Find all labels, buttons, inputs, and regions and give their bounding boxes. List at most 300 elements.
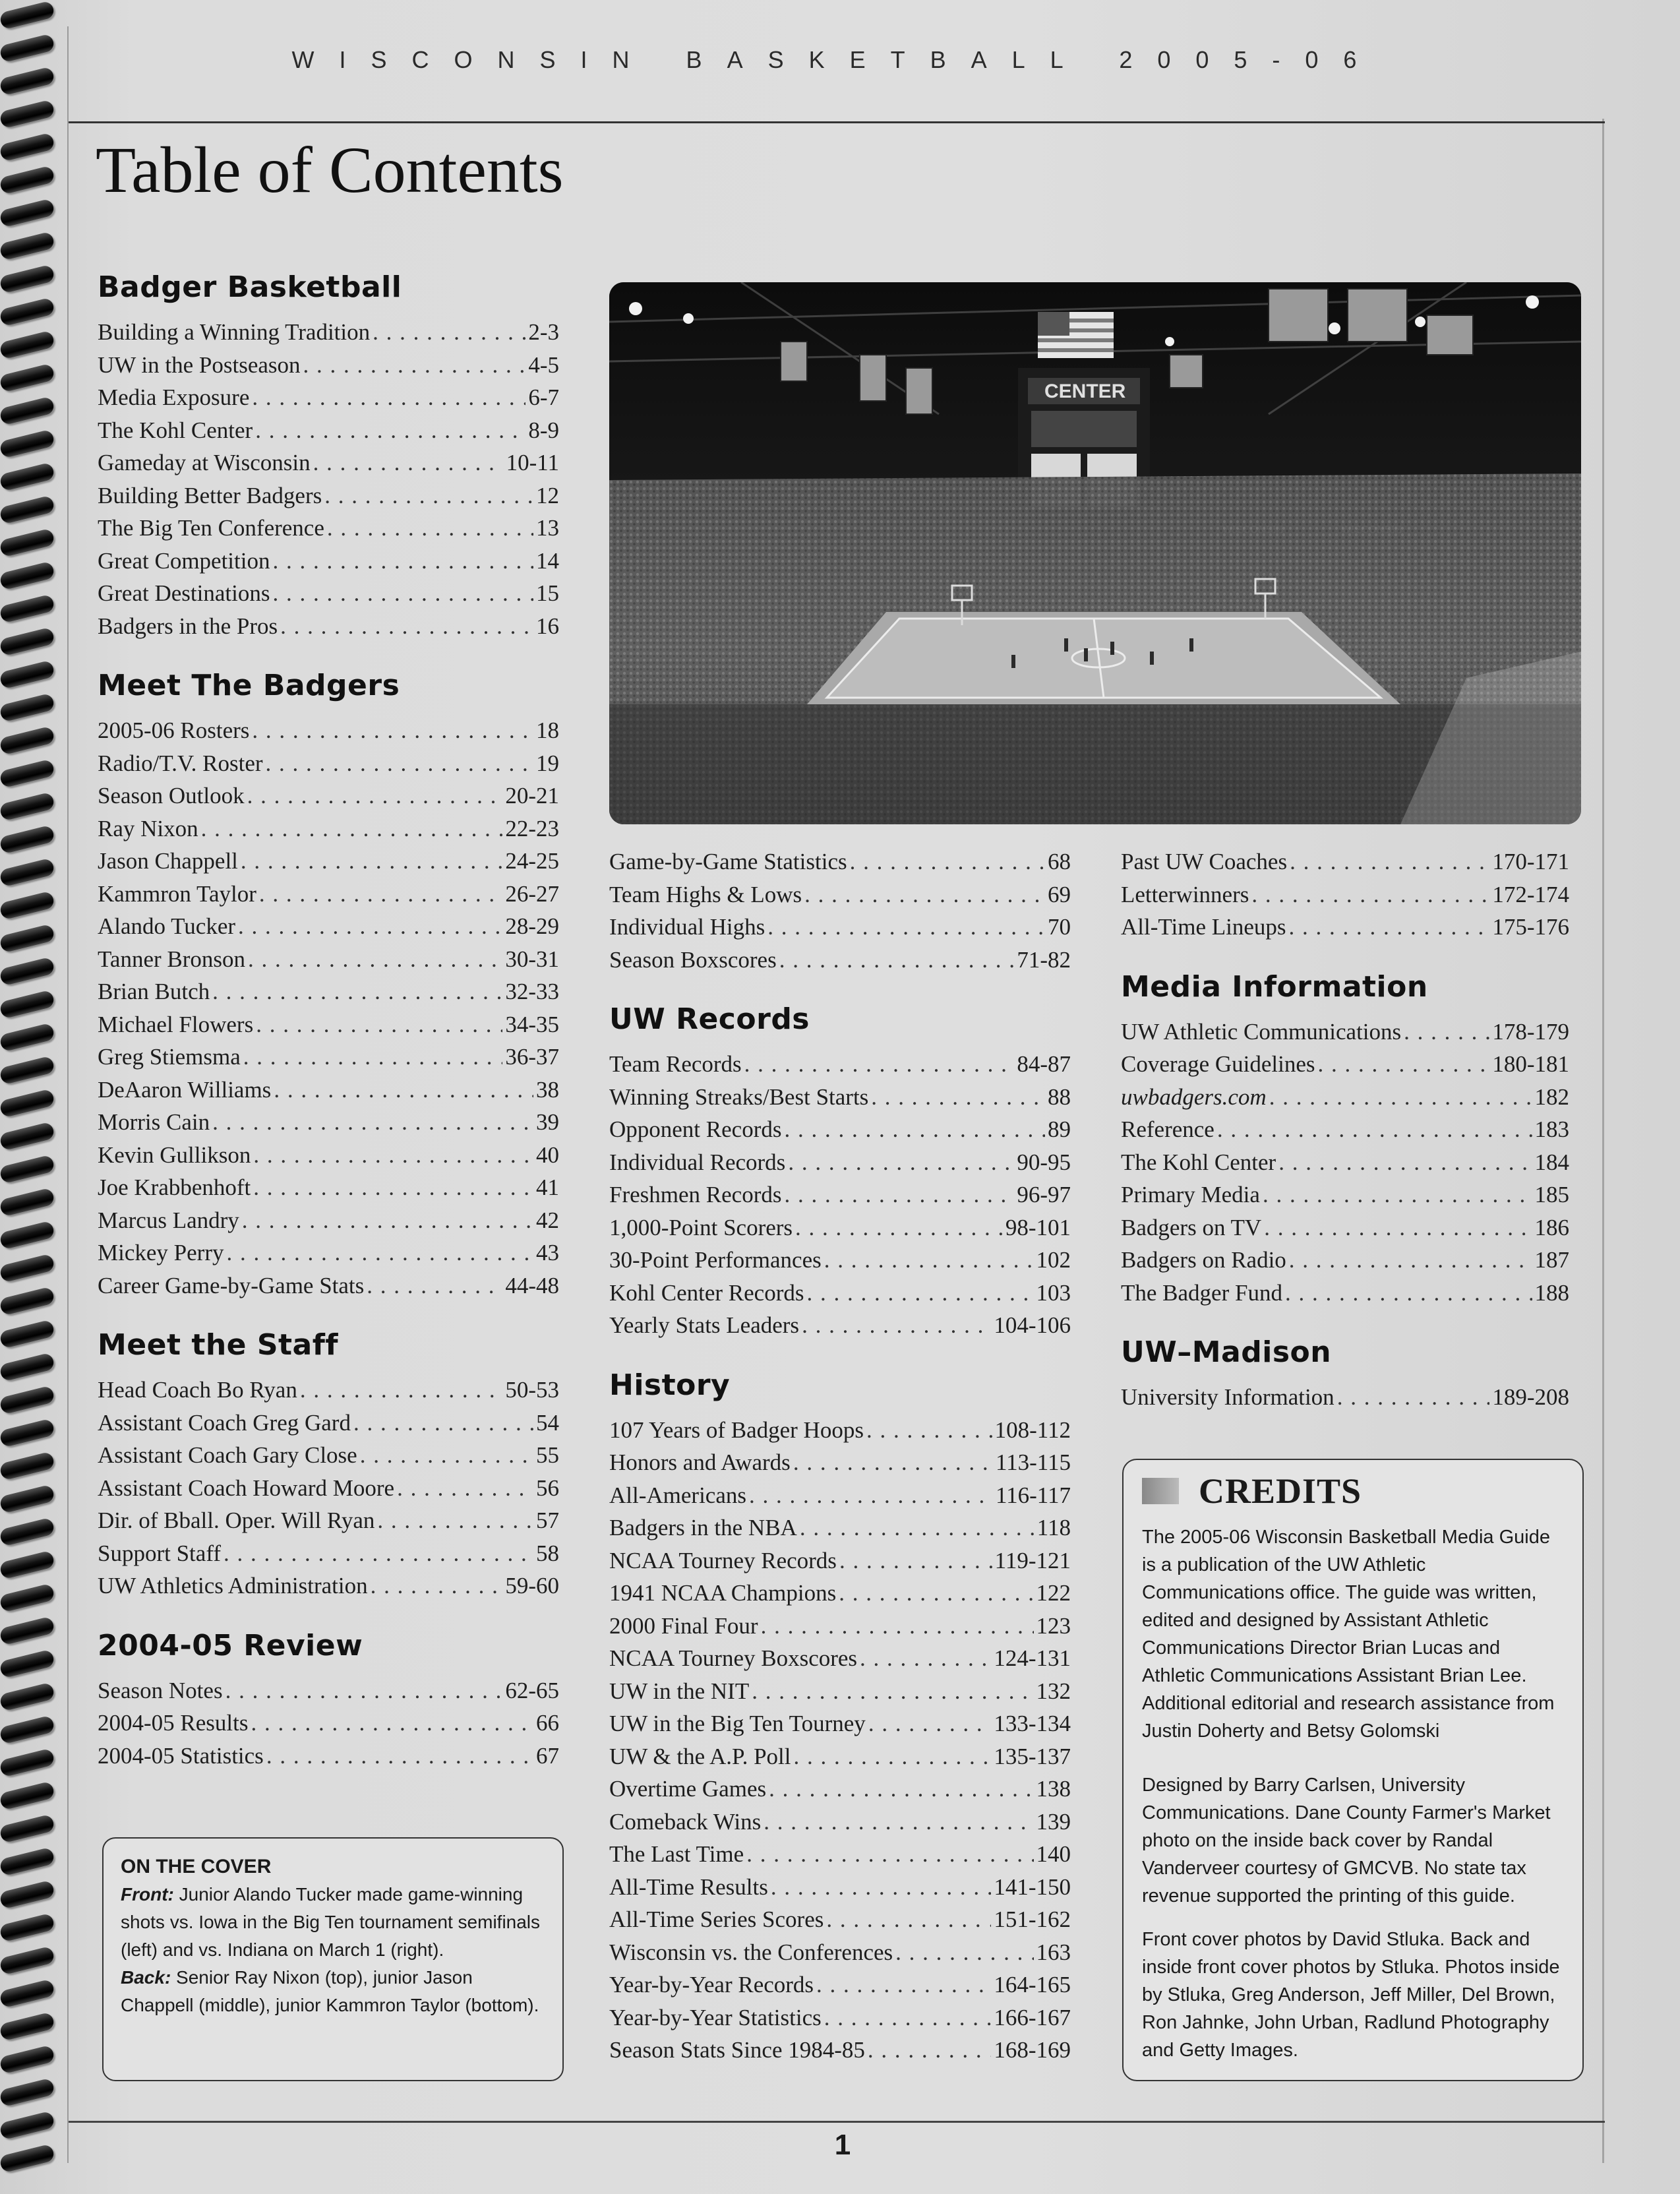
toc-item-title: Kevin Gullikson — [98, 1142, 251, 1168]
toc-item — [609, 1446, 1071, 1479]
toc-item-pages: 26-27 — [505, 880, 559, 907]
toc-item — [609, 1511, 1071, 1544]
toc-leader-dots — [816, 1968, 991, 2001]
cover-front-text: Junior Alando Tucker made game-winning shots vs. Iowa in the Big Ten tournament semifinals (left) and vs. Indiana on March 1 (right). — [121, 1884, 541, 1960]
toc-leader-dots — [749, 1479, 993, 1512]
spiral-coil — [0, 1187, 55, 1217]
toc-item-pages: 133-134 — [994, 1711, 1071, 1736]
cover-front — [121, 1881, 545, 1964]
cover-heading: ON THE COVER — [121, 1856, 272, 1877]
toc-leader-dots — [300, 1374, 503, 1407]
toc-item-pages: 186 — [1534, 1214, 1569, 1240]
toc-leader-dots — [860, 1642, 991, 1675]
toc-leader-dots — [324, 479, 533, 512]
toc-item-title: Season Outlook — [98, 783, 245, 808]
toc-item-pages: 139 — [1036, 1808, 1071, 1835]
cover-back-label: Back: — [121, 1967, 171, 1988]
toc-item-title: Greg Stiemsma — [98, 1044, 241, 1070]
toc-leader-dots — [895, 1936, 1033, 1969]
toc-item — [609, 1479, 1071, 1512]
toc-item-pages: 69 — [1048, 881, 1071, 907]
toc-list — [98, 316, 559, 642]
spiral-coil — [0, 1319, 55, 1349]
spiral-coil — [0, 1055, 55, 1085]
spiral-coil — [0, 956, 55, 986]
toc-item-title: Assistant Coach Gary Close — [98, 1442, 357, 1468]
toc-leader-dots — [1278, 1146, 1532, 1179]
toc-item — [1121, 878, 1569, 911]
toc-item-title: 2004-05 Statistics — [98, 1742, 264, 1769]
toc-item-pages: 14 — [536, 547, 559, 574]
toc-list — [98, 1674, 559, 1773]
toc-leader-dots — [247, 779, 503, 812]
toc-item-pages: 180-181 — [1492, 1051, 1569, 1077]
spiral-coil — [0, 1912, 55, 1942]
toc-item-title: All-Time Results — [609, 1874, 768, 1900]
toc-leader-dots — [327, 512, 533, 545]
toc-item-pages: 6-7 — [528, 384, 559, 410]
section-meet-the-badgers — [98, 669, 559, 1302]
running-header: WISCONSIN BASKETBALL 2005-06 — [291, 46, 1382, 73]
credits-header — [1142, 1471, 1564, 1511]
toc-item — [609, 1146, 1071, 1179]
toc-list — [609, 1048, 1071, 1342]
toc-item — [609, 1577, 1071, 1610]
toc-item — [98, 943, 559, 976]
toc-item-title: Overtime Games — [609, 1776, 767, 1802]
spiral-coil — [0, 66, 55, 96]
spiral-coil — [0, 495, 55, 524]
toc-leader-dots — [272, 577, 533, 610]
toc-item — [609, 1773, 1071, 1806]
toc-leader-dots — [802, 1309, 991, 1342]
toc-item-title: Gameday at Wisconsin — [98, 450, 311, 475]
toc-item — [98, 1236, 559, 1269]
toc-item-title: 2000 Final Four — [609, 1612, 758, 1639]
toc-item-pages: 172-174 — [1492, 881, 1569, 907]
spiral-coil — [0, 1154, 55, 1184]
toc-item-pages: 185 — [1534, 1182, 1569, 1207]
spiral-coil — [0, 330, 55, 359]
toc-leader-dots — [1289, 1244, 1532, 1277]
spiral-coil — [0, 99, 55, 129]
spiral-coil — [0, 429, 55, 458]
toc-item — [98, 545, 559, 578]
toc-item-pages: 102 — [1036, 1247, 1071, 1273]
toc-item — [1121, 1178, 1569, 1211]
toc-item — [1121, 1113, 1569, 1146]
toc-item-title: Jason Chappell — [98, 848, 238, 874]
spiral-coil — [0, 2044, 55, 2074]
cover-front-label: Front: — [121, 1884, 174, 1905]
section-title: Badger Basketball — [98, 270, 402, 304]
toc-leader-dots — [313, 446, 504, 479]
toc-item-title: Past UW Coaches — [1121, 849, 1288, 874]
cover-back — [121, 1964, 545, 2019]
toc-item — [98, 1707, 559, 1740]
toc-item-title: Kammron Taylor — [98, 880, 256, 907]
toc-item-pages: 43 — [536, 1240, 559, 1265]
spiral-coil — [0, 923, 55, 953]
toc-leader-dots — [804, 878, 1045, 911]
page-number: 1 — [834, 2129, 851, 2161]
spiral-coil — [0, 561, 55, 590]
toc-item-pages: 8-9 — [528, 417, 559, 443]
spiral-coil — [0, 198, 55, 228]
toc-item — [609, 1642, 1071, 1675]
spiral-coil — [0, 1781, 55, 1810]
page-title: Table of Contents — [96, 133, 564, 206]
toc-leader-dots — [201, 812, 503, 845]
spiral-coil — [0, 989, 55, 1019]
toc-item-pages: 59-60 — [505, 1573, 559, 1599]
section-title: UW Records — [609, 1002, 810, 1036]
toc-item — [1121, 1277, 1569, 1310]
toc-item — [98, 910, 559, 943]
toc-leader-dots — [266, 1740, 533, 1773]
toc-leader-dots — [225, 1674, 503, 1707]
spiral-coil — [0, 857, 55, 887]
section-review-continued — [609, 845, 1071, 976]
toc-item — [609, 1675, 1071, 1708]
spiral-coil — [0, 758, 55, 788]
spiral-coil — [0, 1550, 55, 1579]
toc-item-pages: 184 — [1534, 1149, 1569, 1175]
toc-leader-dots — [226, 1236, 533, 1269]
toc-leader-dots — [255, 414, 525, 447]
toc-leader-dots — [1285, 1277, 1532, 1310]
toc-item-title: Comeback Wins — [609, 1808, 762, 1835]
section-history-continued — [1121, 845, 1569, 944]
toc-leader-dots — [1318, 1048, 1490, 1081]
toc-leader-dots — [794, 1740, 992, 1773]
toc-item — [98, 1374, 559, 1407]
toc-list — [98, 1374, 559, 1602]
toc-item-pages: 32-33 — [505, 979, 559, 1004]
toc-item — [609, 878, 1071, 911]
spiral-coil — [0, 528, 55, 557]
toc-leader-dots — [253, 1139, 533, 1172]
toc-item-title: UW in the Postseason — [98, 351, 301, 378]
toc-leader-dots — [800, 1511, 1035, 1544]
toc-item — [98, 1041, 559, 1074]
toc-item-title: Individual Highs — [609, 914, 765, 940]
toc-item — [98, 610, 559, 643]
toc-item — [609, 2034, 1071, 2067]
spiral-coil — [0, 1846, 55, 1876]
toc-item-title: Game-by-Game Statistics — [609, 849, 847, 874]
toc-item-pages: 118 — [1036, 1515, 1071, 1540]
toc-item — [98, 1407, 559, 1440]
toc-item — [98, 1472, 559, 1505]
left-column — [98, 270, 559, 1798]
toc-leader-dots — [353, 1407, 533, 1440]
toc-list — [1121, 845, 1569, 944]
toc-item-pages: 62-65 — [505, 1677, 559, 1703]
toc-item-pages: 123 — [1036, 1612, 1071, 1639]
toc-item-title: University Information — [1121, 1384, 1335, 1410]
toc-leader-dots — [746, 1838, 1033, 1871]
toc-item — [98, 1674, 559, 1707]
toc-item-pages: 189-208 — [1492, 1384, 1569, 1410]
toc-item-title: Alando Tucker — [98, 913, 236, 939]
toc-item-pages: 132 — [1036, 1678, 1071, 1704]
toc-item — [98, 512, 559, 545]
toc-item — [609, 845, 1071, 878]
toc-item-title: 107 Years of Badger Hoops — [609, 1417, 864, 1443]
section-title: Meet the Staff — [98, 1328, 339, 1362]
toc-item-pages: 30-31 — [505, 946, 559, 972]
spiral-coil — [0, 1879, 55, 1909]
toc-item-pages: 122 — [1036, 1580, 1071, 1606]
toc-item-pages: 175-176 — [1492, 914, 1569, 940]
spiral-coil — [0, 1220, 55, 1250]
toc-item — [98, 1504, 559, 1537]
toc-leader-dots — [839, 1577, 1033, 1610]
toc-item — [98, 1074, 559, 1107]
spiral-coil — [0, 2077, 55, 2107]
toc-item-title: Great Competition — [98, 547, 270, 574]
toc-item-title: Badgers on TV — [1121, 1214, 1262, 1240]
toc-item — [609, 2001, 1071, 2034]
section-title: UW–Madison — [1121, 1335, 1332, 1369]
toc-item — [609, 1178, 1071, 1211]
toc-item-title: Letterwinners — [1121, 881, 1249, 907]
spiral-coil — [0, 1418, 55, 1447]
spiral-coil — [0, 2143, 55, 2173]
toc-item-pages: 16 — [536, 613, 559, 639]
toc-item-pages: 22-23 — [505, 815, 559, 841]
arena-photo-svg — [609, 282, 1581, 824]
toc-item — [609, 1707, 1071, 1740]
toc-leader-dots — [1337, 1381, 1490, 1414]
toc-leader-dots — [377, 1504, 533, 1537]
toc-leader-dots — [761, 1610, 1034, 1643]
toc-item — [609, 1740, 1071, 1773]
right-column — [1121, 845, 1569, 1440]
spiral-coil — [0, 1253, 55, 1283]
toc-item — [609, 1048, 1071, 1081]
toc-item — [98, 316, 559, 349]
toc-item-title: Team Records — [609, 1051, 742, 1077]
section-title: History — [609, 1368, 731, 1402]
toc-item — [1121, 1048, 1569, 1081]
toc-leader-dots — [303, 349, 526, 382]
toc-item-pages: 40 — [536, 1142, 559, 1168]
toc-leader-dots — [744, 1048, 1015, 1081]
spiral-coil — [0, 791, 55, 821]
toc-item — [98, 1537, 559, 1570]
spiral-coil — [0, 659, 55, 689]
toc-item — [98, 1569, 559, 1602]
credits-square-icon — [1142, 1478, 1179, 1504]
toc-item-pages: 57 — [536, 1508, 559, 1533]
toc-item-title: uwbadgers.com — [1121, 1083, 1267, 1110]
toc-leader-dots — [1290, 845, 1489, 878]
toc-item — [609, 1544, 1071, 1577]
toc-item-title: UW & the A.P. Poll — [609, 1743, 791, 1769]
toc-item-pages: 88 — [1048, 1083, 1071, 1110]
toc-item — [1121, 1146, 1569, 1179]
toc-item-pages: 187 — [1534, 1247, 1569, 1273]
toc-item-pages: 113-115 — [995, 1449, 1071, 1475]
toc-item-title: Joe Krabbenhoft — [98, 1174, 251, 1200]
toc-item-pages: 56 — [536, 1475, 559, 1501]
toc-item-title: Head Coach Bo Ryan — [98, 1377, 297, 1403]
toc-leader-dots — [1251, 878, 1489, 911]
toc-item — [609, 1277, 1071, 1310]
toc-item-title: Badgers in the Pros — [98, 613, 278, 639]
toc-leader-dots — [767, 911, 1045, 944]
toc-leader-dots — [868, 1707, 992, 1740]
toc-item-title: Michael Flowers — [98, 1011, 254, 1037]
toc-item-pages: 140 — [1036, 1841, 1071, 1867]
section-review — [98, 1629, 559, 1773]
toc-item-title: Morris Cain — [98, 1109, 210, 1135]
toc-item-title: The Kohl Center — [1121, 1149, 1276, 1175]
spiral-coil — [0, 594, 55, 623]
toc-item-pages: 4-5 — [528, 351, 559, 378]
spiral-coil — [0, 297, 55, 326]
toc-item-pages: 58 — [536, 1540, 559, 1566]
toc-item-title: 1941 NCAA Champions — [609, 1580, 837, 1606]
spiral-binding — [0, 7, 66, 2189]
toc-leader-dots — [793, 1446, 993, 1479]
toc-leader-dots — [1264, 1211, 1532, 1244]
toc-item-pages: 135-137 — [994, 1743, 1071, 1769]
toc-item — [1121, 1016, 1569, 1049]
spiral-coil — [0, 1286, 55, 1316]
toc-item — [98, 414, 559, 447]
toc-leader-dots — [784, 1178, 1014, 1211]
toc-leader-dots — [252, 381, 525, 414]
toc-list — [98, 714, 559, 1302]
toc-item-title: Tanner Bronson — [98, 946, 246, 972]
toc-item — [1121, 1244, 1569, 1277]
toc-item-pages: 70 — [1048, 914, 1071, 940]
credits-paragraph-1: The 2005-06 Wisconsin Basketball Media Guide is a publication of the UW Athletic Communications office. The guide was written, edited and designed by Assistant Athletic Communications Director Brian Lucas and Athletic Communications Assistant Brian Lee. Additional editorial and research assistance from Justin Doherty and Betsy Golomski — [1142, 1527, 1555, 1742]
toc-leader-dots — [824, 2001, 992, 2034]
spiral-coil — [0, 890, 55, 920]
toc-item-title: DeAaron Williams — [98, 1076, 272, 1103]
toc-item-title: Reference — [1121, 1116, 1215, 1142]
toc-item-pages: 166-167 — [994, 2004, 1071, 2030]
credits-box — [1122, 1459, 1584, 2081]
toc-item-title: Kohl Center Records — [609, 1279, 804, 1306]
toc-leader-dots — [771, 1871, 992, 1904]
spiral-coil — [0, 626, 55, 656]
toc-item-title: 30-Point Performances — [609, 1247, 822, 1273]
toc-item-pages: 38 — [536, 1076, 559, 1103]
toc-leader-dots — [1217, 1113, 1532, 1146]
page-edge-right — [1602, 119, 1604, 2163]
spiral-coil — [0, 725, 55, 755]
header-rule — [69, 121, 1605, 123]
section-uw-madison — [1121, 1335, 1569, 1414]
toc-item-title: The Big Ten Conference — [98, 515, 324, 541]
toc-item-pages: 41 — [536, 1174, 559, 1200]
section-title: Media Information — [1121, 969, 1428, 1004]
toc-leader-dots — [224, 1537, 533, 1570]
toc-item-title: Individual Records — [609, 1149, 786, 1175]
toc-leader-dots — [367, 1269, 502, 1302]
toc-leader-dots — [373, 316, 525, 349]
toc-item-title: 1,000-Point Scorers — [609, 1214, 793, 1240]
toc-item-title: UW Athletic Communications — [1121, 1018, 1402, 1045]
section-badger-basketball — [98, 270, 559, 642]
toc-item — [98, 812, 559, 845]
toc-leader-dots — [212, 1106, 533, 1139]
toc-item-pages: 103 — [1036, 1279, 1071, 1306]
spiral-coil — [0, 1748, 55, 1777]
toc-leader-dots — [253, 1171, 533, 1204]
toc-leader-dots — [272, 545, 533, 578]
spiral-coil — [0, 1616, 55, 1645]
toc-item-pages: 178-179 — [1492, 1018, 1569, 1045]
spiral-coil — [0, 1484, 55, 1513]
toc-leader-dots — [248, 943, 502, 976]
toc-item — [98, 1106, 559, 1139]
toc-item-title: Season Notes — [98, 1677, 223, 1703]
credits-paragraph-3: Front cover photos by David Stluka. Back and inside front cover photos by Stluka. Photos inside by Stluka, Greg Anderson, Jeff Miller, Del Brown, Ron Jahnke, John Urban, Radlund Photography and Getty Images. — [1142, 1929, 1560, 2061]
footer-rule — [69, 2121, 1605, 2123]
toc-item-pages: 188 — [1534, 1279, 1569, 1306]
toc-item — [609, 1806, 1071, 1839]
toc-item — [98, 714, 559, 747]
toc-leader-dots — [779, 944, 1015, 977]
toc-leader-dots — [212, 975, 502, 1008]
toc-leader-dots — [806, 1277, 1033, 1310]
toc-leader-dots — [784, 1113, 1045, 1146]
toc-item-title: Marcus Landry — [98, 1207, 239, 1233]
toc-item — [98, 1171, 559, 1204]
toc-item-title: 2005-06 Rosters — [98, 717, 250, 743]
spiral-coil — [0, 1978, 55, 2008]
toc-item-pages: 183 — [1534, 1116, 1569, 1142]
toc-item — [98, 446, 559, 479]
toc-item-title: Career Game-by-Game Stats — [98, 1272, 365, 1298]
toc-item-title: Badgers on Radio — [1121, 1247, 1286, 1273]
toc-leader-dots — [824, 1244, 1034, 1277]
spiral-coil — [0, 1583, 55, 1612]
toc-item-pages: 170-171 — [1492, 849, 1569, 874]
spiral-coil — [0, 1385, 55, 1415]
toc-list — [609, 1414, 1071, 2067]
toc-item-pages: 71-82 — [1017, 946, 1071, 973]
toc-item — [98, 878, 559, 911]
arena-photo — [609, 282, 1581, 824]
toc-item — [609, 1211, 1071, 1244]
spiral-coil — [0, 33, 55, 63]
toc-item-title: NCAA Tourney Records — [609, 1547, 837, 1573]
toc-item-title: UW in the Big Ten Tourney — [609, 1711, 866, 1736]
toc-leader-dots — [252, 714, 533, 747]
toc-item-title: Ray Nixon — [98, 815, 198, 841]
spiral-coil — [0, 1517, 55, 1546]
toc-item-pages: 163 — [1036, 1939, 1071, 1965]
toc-item-title: Primary Media — [1121, 1182, 1260, 1207]
spiral-coil — [0, 1945, 55, 1975]
toc-item-title: Honors and Awards — [609, 1449, 791, 1475]
toc-item-title: Freshmen Records — [609, 1182, 782, 1207]
toc-item-pages: 182 — [1534, 1083, 1569, 1110]
toc-leader-dots — [274, 1074, 533, 1107]
toc-leader-dots — [871, 1081, 1045, 1114]
toc-item — [609, 911, 1071, 944]
section-uw-records — [609, 1002, 1071, 1342]
middle-column — [609, 845, 1071, 2093]
toc-leader-dots — [795, 1211, 1003, 1244]
